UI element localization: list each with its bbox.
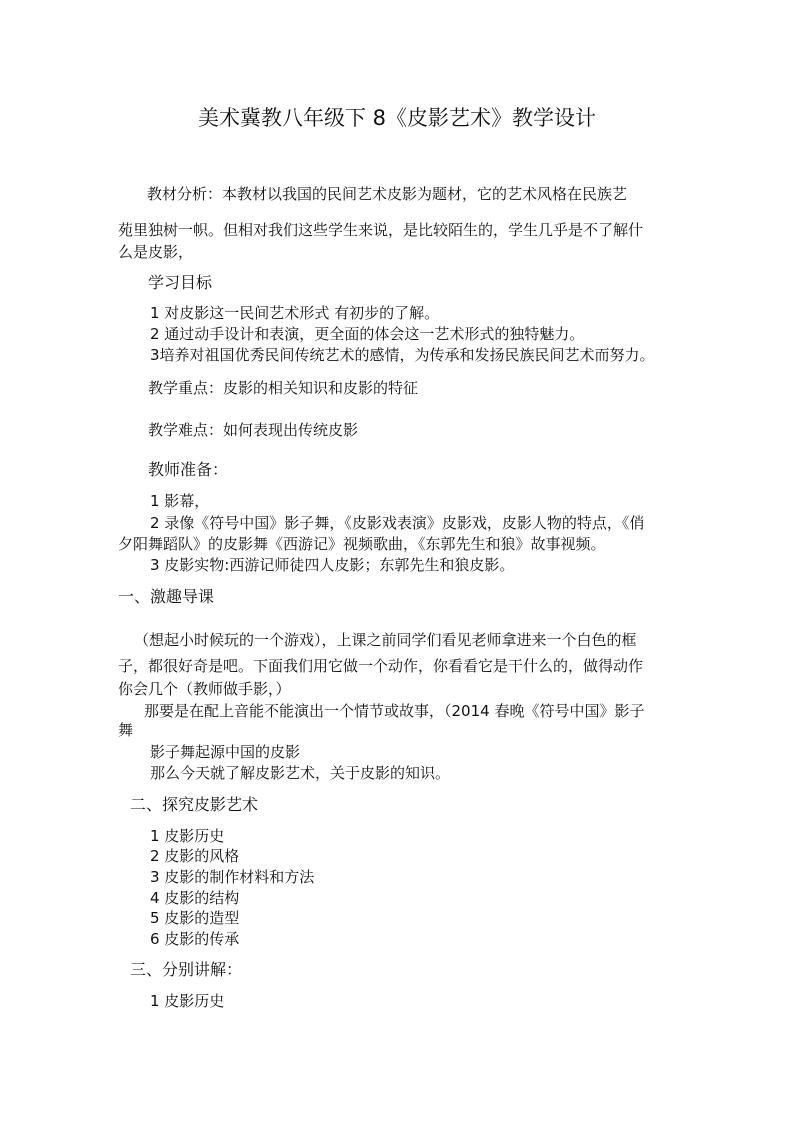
preparation-item: 1 影幕， (150, 492, 210, 510)
analysis-line-3: 么是皮影， (118, 243, 194, 261)
intro-paragraph-line: （想起小时候玩的一个游戏），上课之前同学们看见老师拿进来一个白色的框 (134, 631, 637, 649)
objective-item: 1 对皮影这一民间艺术形式 有初步的了解。 (150, 304, 440, 322)
explore-list-item: 1 皮影历史 (150, 827, 225, 845)
objective-item: 2 通过动手设计和表演，更全面的体会这一艺术形式的独特魅力。 (150, 325, 585, 343)
intro-paragraph-line: 那要是在配上音能不能演出一个情节或故事，（2014 春晚《符号中国》影子 (144, 702, 645, 720)
document-title: 美术冀教八年级下 8《皮影艺术》教学设计 (197, 106, 597, 130)
explore-list-item: 4 皮影的结构 (150, 889, 240, 907)
preparation-item-continued: 夕阳舞蹈队》的皮影舞《西游记》视频歌曲，《东郭先生和狼》故事视频。 (118, 535, 606, 553)
preparation-heading: 教师准备： (148, 460, 229, 479)
explore-list-item: 6 皮影的传承 (150, 930, 240, 948)
section-heading-explore: 二、探究皮影艺术 (130, 795, 259, 814)
analysis-line-1: 教材分析：本教材以我国的民间艺术皮影为题材，它的艺术风格在民族艺 (147, 185, 628, 203)
intro-paragraph-line: 那么今天就了解皮影艺术，关于皮影的知识。 (150, 764, 451, 782)
explore-list-item: 2 皮影的风格 (150, 847, 240, 865)
explore-list-item: 3 皮影的制作材料和方法 (150, 868, 315, 886)
preparation-item: 2 录像《符号中国》影子舞，《皮影戏表演》皮影戏，皮影人物的特点，《俏 (150, 514, 645, 532)
explain-list-item: 1 皮影历史 (150, 992, 225, 1010)
section-heading-explain: 三、分别讲解： (130, 960, 243, 979)
intro-paragraph-line: 舞 (118, 721, 134, 739)
key-point: 教学重点：皮影的相关知识和皮影的特征 (148, 379, 419, 397)
intro-paragraph-line: 子，都很好奇是吧。下面我们用它做一个动作，你看看它是干什么的，做得动作 (118, 657, 644, 675)
analysis-line-2: 苑里独树一帜。但相对我们这些学生来说，是比较陌生的，学生几乎是不了解什 (118, 221, 644, 239)
objective-item: 3培养对祖国优秀民间传统艺术的感情，为传承和发扬民族民间艺术而努力。 (150, 346, 655, 364)
difficulty: 教学难点：如何表现出传统皮影 (148, 421, 359, 439)
objectives-heading: 学习目标 (148, 273, 213, 292)
intro-paragraph-line: 影子舞起源中国的皮影 (150, 743, 301, 761)
intro-paragraph-line: 你会几个（教师做手影，） (118, 680, 291, 698)
preparation-item: 3 皮影实物:西游记师徒四人皮影；东郭先生和狼皮影。 (150, 556, 515, 574)
section-heading-intro: 一、激趣导课 (118, 587, 215, 606)
explore-list-item: 5 皮影的造型 (150, 909, 240, 927)
